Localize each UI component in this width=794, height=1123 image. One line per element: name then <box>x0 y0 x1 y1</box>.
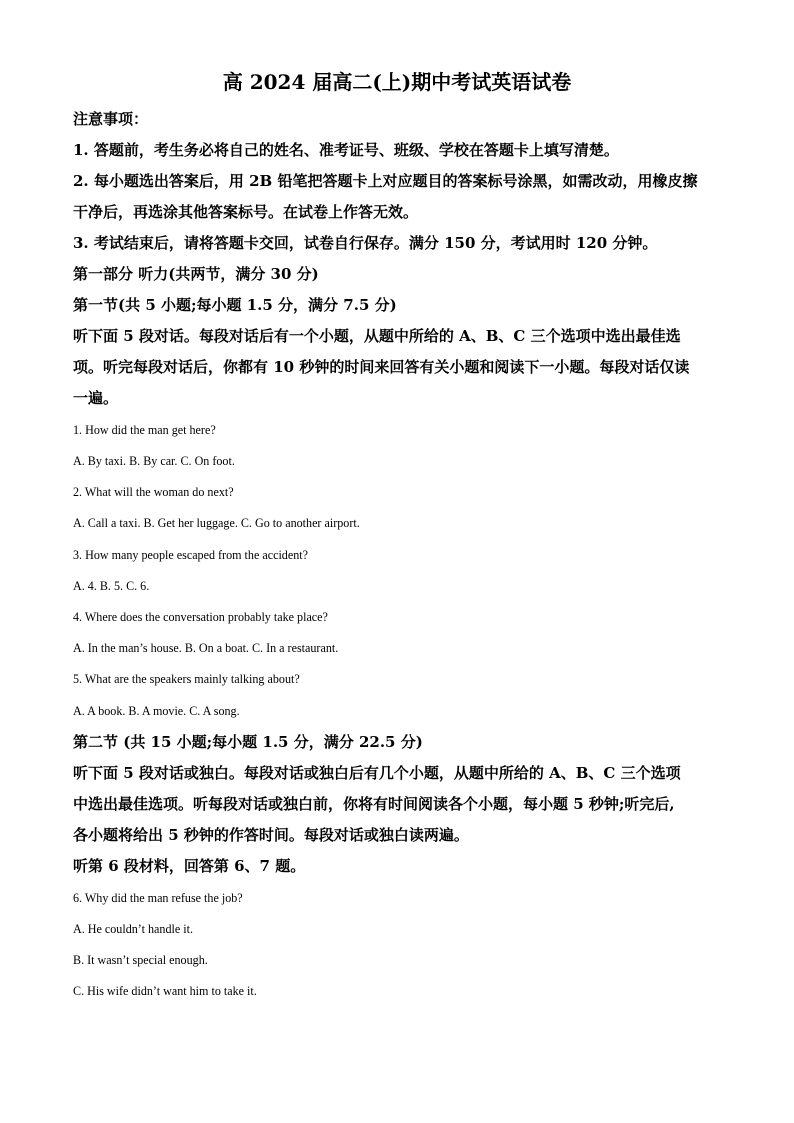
question-4: 4. Where does the conversation probably take place? <box>73 609 328 624</box>
question-1: 1. How did the man get here? <box>73 422 216 437</box>
question-2-options: A. Call a taxi. B. Get her luggage. C. Go to another airport. <box>73 515 360 530</box>
notice-item-1: 1. 答题前，考生务必将自己的姓名、准考证号、班级、学校在答题卡上填写清楚。 <box>73 141 619 159</box>
material-6-heading: 听第 6 段材料，回答第 6、7 题。 <box>73 857 306 875</box>
part1-heading: 第一部分 听力(共两节，满分 30 分) <box>73 265 319 283</box>
section1-instruction-line-2: 项。听完每段对话后，你都有 10 秒钟的时间来回答有关小题和阅读下一小题。每段对话仅读 <box>73 358 690 376</box>
section2-heading: 第二节 (共 15 小题;每小题 1.5 分，满分 22.5 分) <box>73 733 423 751</box>
section1-instruction-line-1: 听下面 5 段对话。每段对话后有一个小题，从题中所给的 A、B、C 三个选项中选出最佳选 <box>73 327 681 345</box>
question-5-options: A. A book. B. A movie. C. A song. <box>73 703 240 718</box>
question-4-options: A. In the man’s house. B. On a boat. C. In a restaurant. <box>73 640 339 655</box>
notice-item-3: 3. 考试结束后，请将答题卡交回，试卷自行保存。满分 150 分，考试用时 120 分钟。 <box>73 234 658 252</box>
question-1-options: A. By taxi. B. By car. C. On foot. <box>73 453 235 468</box>
section2-instruction-line-2: 中选出最佳选项。听每段对话或独白前，你将有时间阅读各个小题，每小题 5 秒钟;听完后, <box>73 795 675 813</box>
question-6-option-b: B. It wasn’t special enough. <box>73 952 208 967</box>
question-3: 3. How many people escaped from the accident? <box>73 547 308 562</box>
question-3-options: A. 4. B. 5. C. 6. <box>73 578 150 593</box>
exam-title: 高 2024 届高二(上)期中考试英语试卷 <box>222 70 572 94</box>
section2-instruction-line-1: 听下面 5 段对话或独白。每段对话或独白后有几个小题，从题中所给的 A、B、C 三个选项 <box>73 764 681 782</box>
section1-instruction-line-3: 一遍。 <box>73 389 119 407</box>
notice-heading: 注意事项： <box>73 110 149 128</box>
section2-instruction-line-3: 各小题将给出 5 秒钟的作答时间。每段对话或独白读两遍。 <box>73 826 469 844</box>
section1-heading: 第一节(共 5 小题;每小题 1.5 分，满分 7.5 分) <box>73 296 397 314</box>
question-6: 6. Why did the man refuse the job? <box>73 890 243 905</box>
notice-item-2-line-2: 干净后，再选涂其他答案标号。在试卷上作答无效。 <box>73 203 419 221</box>
question-2: 2. What will the woman do next? <box>73 484 234 499</box>
question-5: 5. What are the speakers mainly talking about? <box>73 671 300 686</box>
question-6-option-a: A. He couldn’t handle it. <box>73 921 193 936</box>
notice-item-2-line-1: 2. 每小题选出答案后，用 2B 铅笔把答题卡上对应题目的答案标号涂黑，如需改动，用橡皮擦 <box>73 172 698 190</box>
question-6-option-c: C. His wife didn’t want him to take it. <box>73 983 257 998</box>
